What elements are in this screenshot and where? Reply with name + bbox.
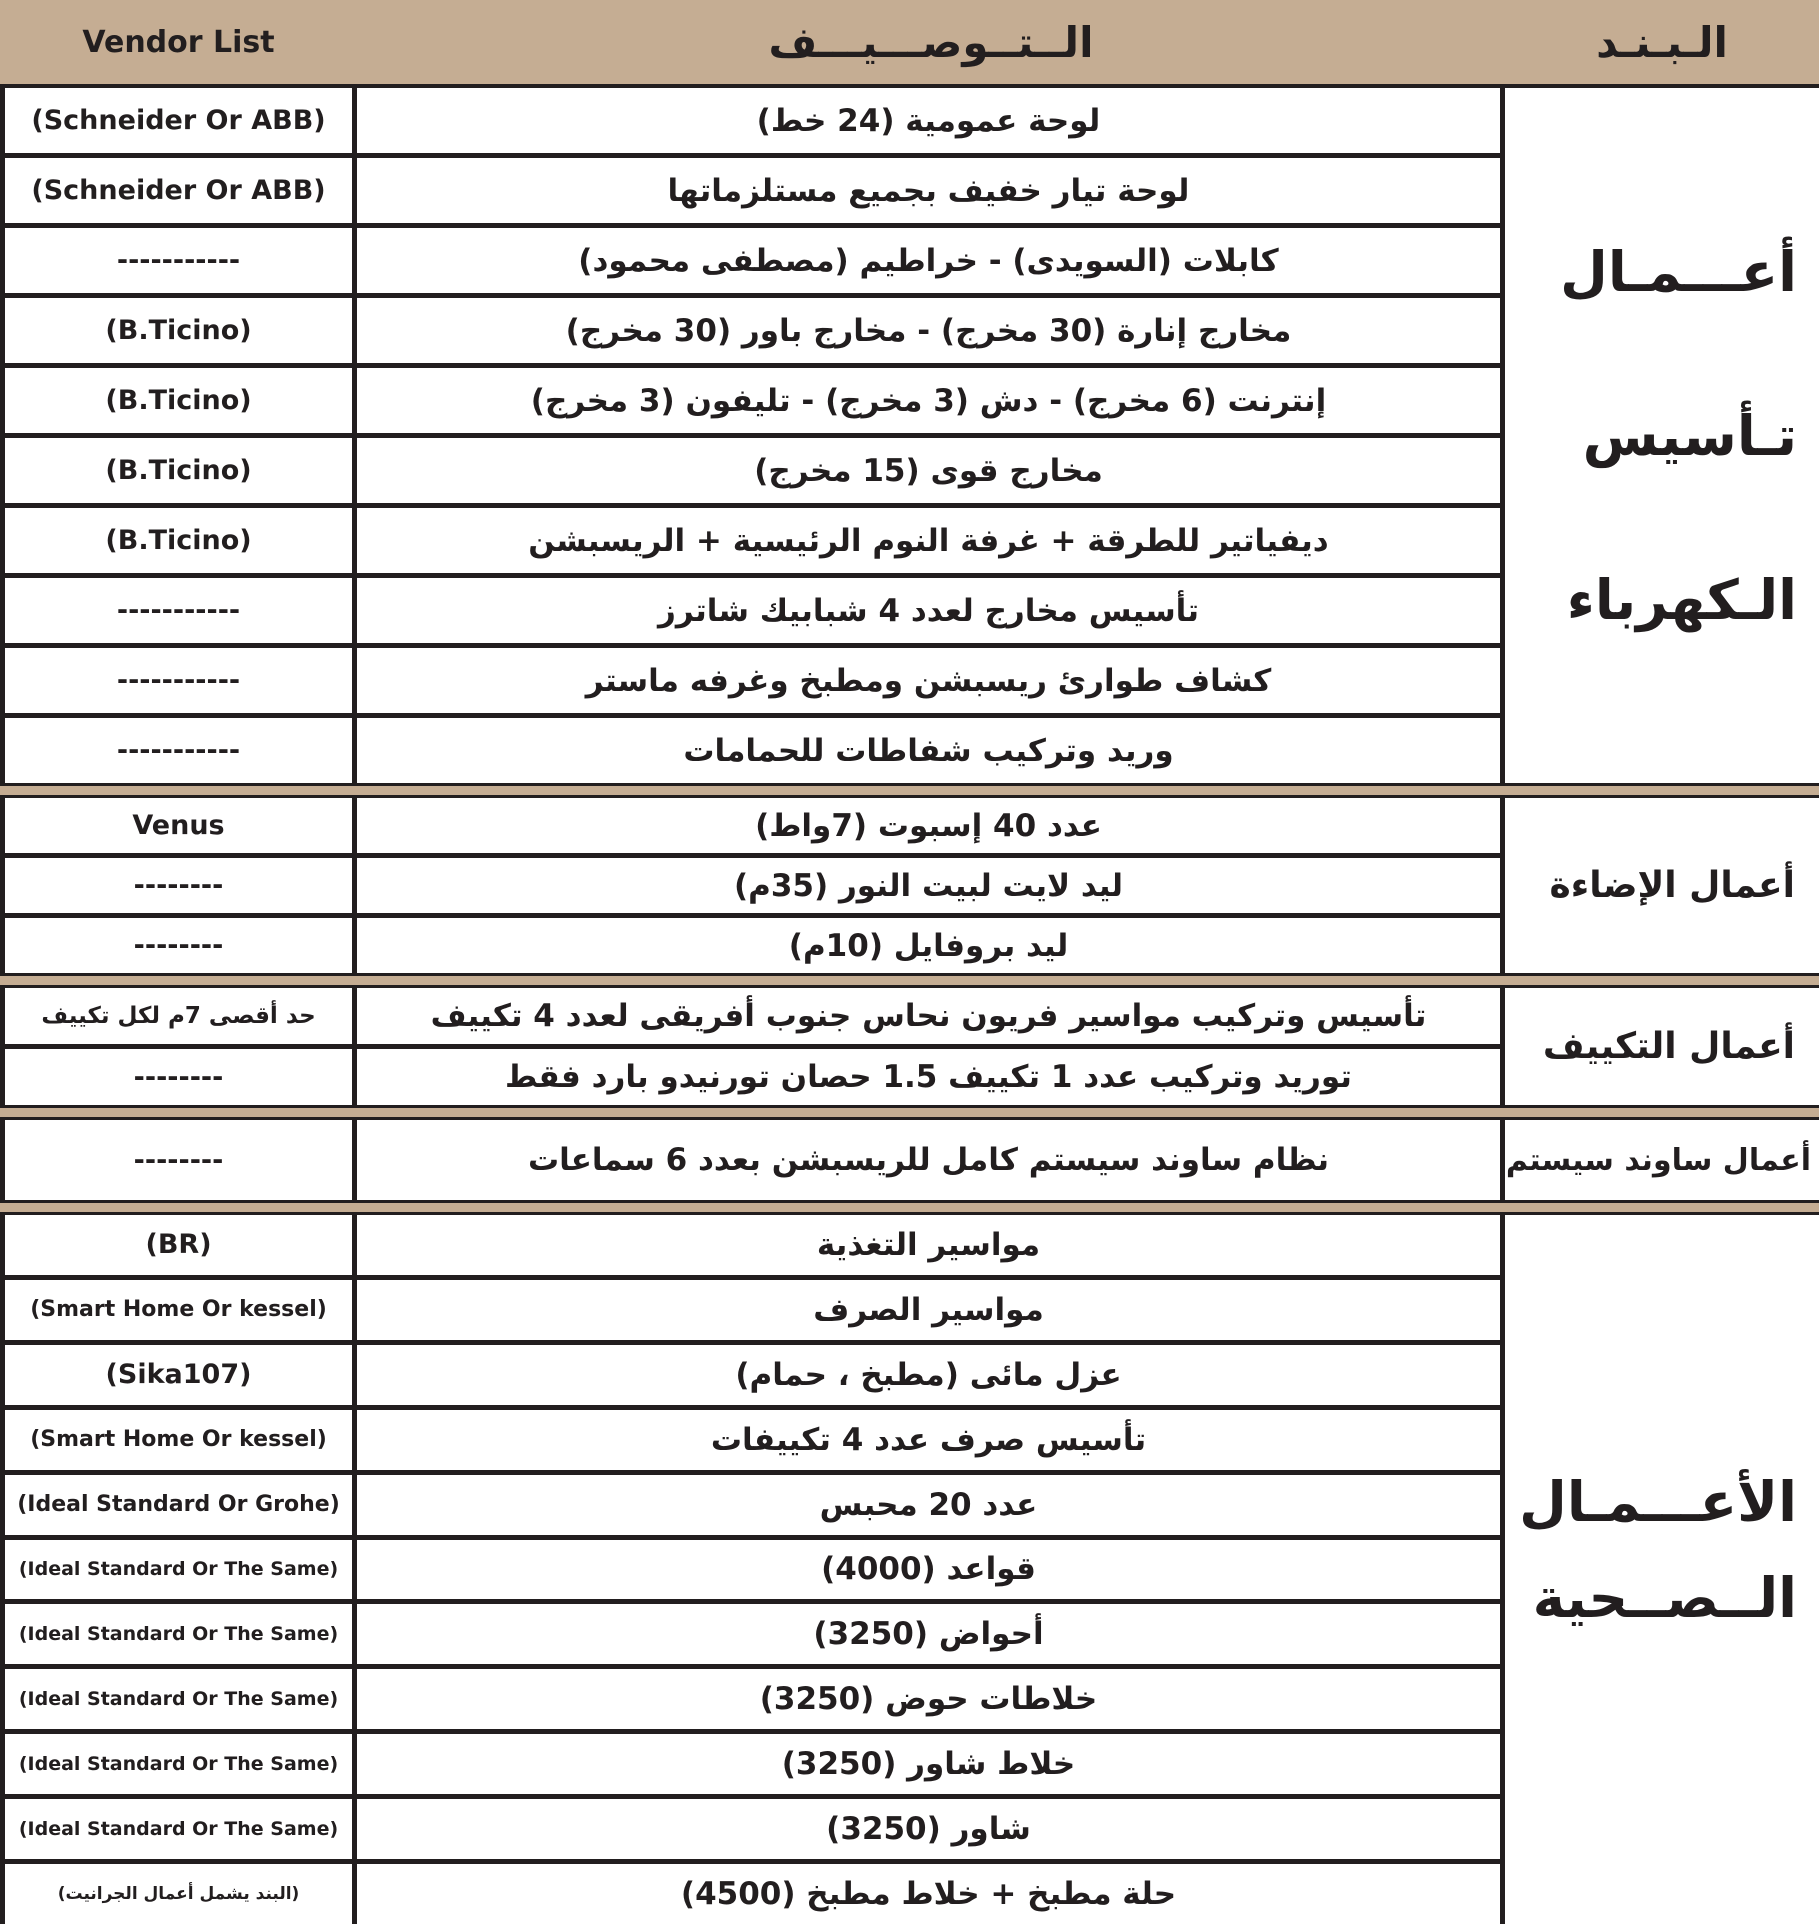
section-label-line: الــصــحية [1532, 1566, 1797, 1630]
table-row [0, 298, 1500, 368]
section-lighting [0, 798, 1819, 973]
description-cell: مخارج قوى (15 مخرج) [754, 452, 1103, 489]
table-row [0, 1410, 1500, 1475]
table-row [0, 1669, 1500, 1734]
section-divider [0, 1105, 1819, 1120]
section-label-lighting [1500, 798, 1819, 973]
section-rows [0, 798, 1500, 973]
description-cell: نظام ساوند سيستم كامل للريسبشن بعدد 6 سماعات [527, 1142, 1330, 1178]
description-cell: ليد لايت لبيت النور (35م) [733, 867, 1124, 904]
header-vendor-list: Vendor List [82, 24, 275, 60]
header-description: الــتــوصـــيـــف [768, 17, 1094, 67]
vendor-cell: (B.Ticino) [0, 298, 357, 363]
vendor-cell: (Smart Home Or kessel) [0, 1280, 357, 1340]
table-row [0, 1280, 1500, 1345]
description-cell: لوحة عمومية (24 خط) [756, 102, 1101, 139]
table-header [0, 0, 1819, 88]
table-row [0, 578, 1500, 648]
vendor-cell: (B.Ticino) [0, 438, 357, 503]
table-row [0, 718, 1500, 783]
vendor-cell: (Ideal Standard Or The Same) [0, 1734, 357, 1794]
header-item: الـبـنـد [1596, 17, 1728, 67]
section-divider [0, 973, 1819, 988]
vendor-cell: ----------- [0, 578, 357, 643]
table-row [0, 1799, 1500, 1864]
description-cell: شاور (3250) [826, 1811, 1031, 1848]
description-cell: عدد 40 إسبوت (7واط) [755, 807, 1102, 844]
table-row [0, 1734, 1500, 1799]
table-row [0, 1864, 1500, 1924]
description-cell: خلاطات حوض (3250) [759, 1681, 1098, 1718]
description-cell: خلاط شاور (3250) [781, 1746, 1076, 1783]
description-cell: مواسير التغذية [816, 1226, 1041, 1263]
section-rows [0, 988, 1500, 1105]
table-row [0, 158, 1500, 228]
table-row [0, 368, 1500, 438]
table-row [0, 1604, 1500, 1669]
vendor-cell: حد أقصى 7م لكل تكييف [0, 988, 357, 1044]
description-cell: تأسيس مخارج لعدد 4 شبابيك شاترز [658, 592, 1199, 629]
vendor-cell: ----------- [0, 228, 357, 293]
vendor-cell: (Ideal Standard Or The Same) [0, 1669, 357, 1729]
table-row [0, 648, 1500, 718]
section-label-line: الـكهرباء [1566, 567, 1797, 632]
description-cell: توريد وتركيب عدد 1 تكييف 1.5 حصان تورنيدو بارد فقط [505, 1059, 1352, 1095]
section-label-ac [1500, 988, 1819, 1105]
vendor-cell: (Schneider Or ABB) [0, 88, 357, 153]
section-divider [0, 1200, 1819, 1215]
table-row [0, 858, 1500, 918]
vendor-cell: (Ideal Standard Or The Same) [0, 1604, 357, 1664]
section-label-line: أعمال ساوند سيستم [1505, 1142, 1811, 1178]
vendor-cell: (Schneider Or ABB) [0, 158, 357, 223]
vendor-cell: ----------- [0, 718, 357, 783]
vendor-cell: (البند يشمل أعمال الجرانيت) [0, 1864, 357, 1924]
description-cell: مواسير الصرف [813, 1291, 1044, 1328]
section-rows [0, 1215, 1500, 1924]
section-label-line: أعمال الإضاءة [1549, 865, 1795, 906]
vendor-cell: (B.Ticino) [0, 368, 357, 433]
section-rows [0, 1120, 1500, 1200]
vendor-cell: ----------- [0, 648, 357, 713]
description-cell: ليد بروفايل (10م) [788, 927, 1069, 964]
description-cell: ديفياتير للطرقة + غرفة النوم الرئيسية + الريسبشن [528, 522, 1329, 559]
section-label-line: تـأسيس [1582, 403, 1797, 468]
description-cell: لوحة تيار خفيف بجميع مستلزماتها [667, 172, 1190, 209]
table-row [0, 1475, 1500, 1540]
description-cell: عدد 20 محبس [819, 1486, 1038, 1523]
section-electrical [0, 88, 1819, 783]
vendor-cell: -------- [0, 858, 357, 913]
vendor-cell: -------- [0, 918, 357, 973]
table-row [0, 1345, 1500, 1410]
table-row [0, 1049, 1500, 1105]
description-cell: كشاف طوارئ ريسبشن ومطبخ وغرفه ماستر [585, 662, 1272, 699]
description-cell: تأسيس وتركيب مواسير فريون نحاس جنوب أفريقى لعدد 4 تكييف [430, 998, 1427, 1034]
section-plumbing [0, 1215, 1819, 1924]
section-label-plumbing [1500, 1215, 1819, 1924]
vendor-cell: (Ideal Standard Or Grohe) [0, 1475, 357, 1535]
section-divider [0, 783, 1819, 798]
description-cell: إنترنت (6 مخرج) - دش (3 مخرج) - تليفون (3 مخرج) [530, 382, 1327, 419]
vendor-cell: (BR) [0, 1215, 357, 1275]
table-row [0, 988, 1500, 1049]
vendor-cell: -------- [0, 1049, 357, 1105]
section-label-line: أعمال التكييف [1542, 1026, 1795, 1067]
table-row [0, 798, 1500, 858]
table-row [0, 1120, 1500, 1200]
vendor-cell: (B.Ticino) [0, 508, 357, 573]
description-cell: حلة مطبخ + خلاط مطبخ (4500) [680, 1876, 1177, 1913]
section-label-line: الأعـــمـال [1519, 1470, 1797, 1534]
table-row [0, 918, 1500, 973]
section-ac [0, 988, 1819, 1105]
section-label-sound-system [1500, 1120, 1819, 1200]
table-row [0, 1215, 1500, 1280]
table-row [0, 1540, 1500, 1605]
vendor-cell: (Ideal Standard Or The Same) [0, 1799, 357, 1859]
vendor-cell: (Ideal Standard Or The Same) [0, 1540, 357, 1600]
description-cell: كابلات (السويدى) - خراطيم (مصطفى محمود) [578, 242, 1279, 279]
vendor-cell: (Sika107) [0, 1345, 357, 1405]
section-sound-system [0, 1120, 1819, 1200]
section-label-electrical [1500, 88, 1819, 783]
description-cell: أحواض (3250) [813, 1616, 1044, 1653]
description-cell: مخارج إنارة (30 مخرج) - مخارج باور (30 مخرج) [565, 312, 1292, 349]
description-cell: عزل مائى (مطبخ ، حمام) [735, 1356, 1122, 1393]
table-row [0, 88, 1500, 158]
section-rows [0, 88, 1500, 783]
table-row [0, 438, 1500, 508]
section-label-line: أعـــمـال [1560, 239, 1797, 304]
description-cell: تأسيس صرف عدد 4 تكييفات [710, 1421, 1147, 1458]
vendor-cell: -------- [0, 1120, 357, 1200]
table-row [0, 508, 1500, 578]
description-cell: قواعد (4000) [821, 1551, 1036, 1588]
table-row [0, 228, 1500, 298]
vendor-cell: (Smart Home Or kessel) [0, 1410, 357, 1470]
vendor-cell: Venus [0, 798, 357, 853]
description-cell: وريد وتركيب شفاطات للحمامات [683, 732, 1174, 769]
